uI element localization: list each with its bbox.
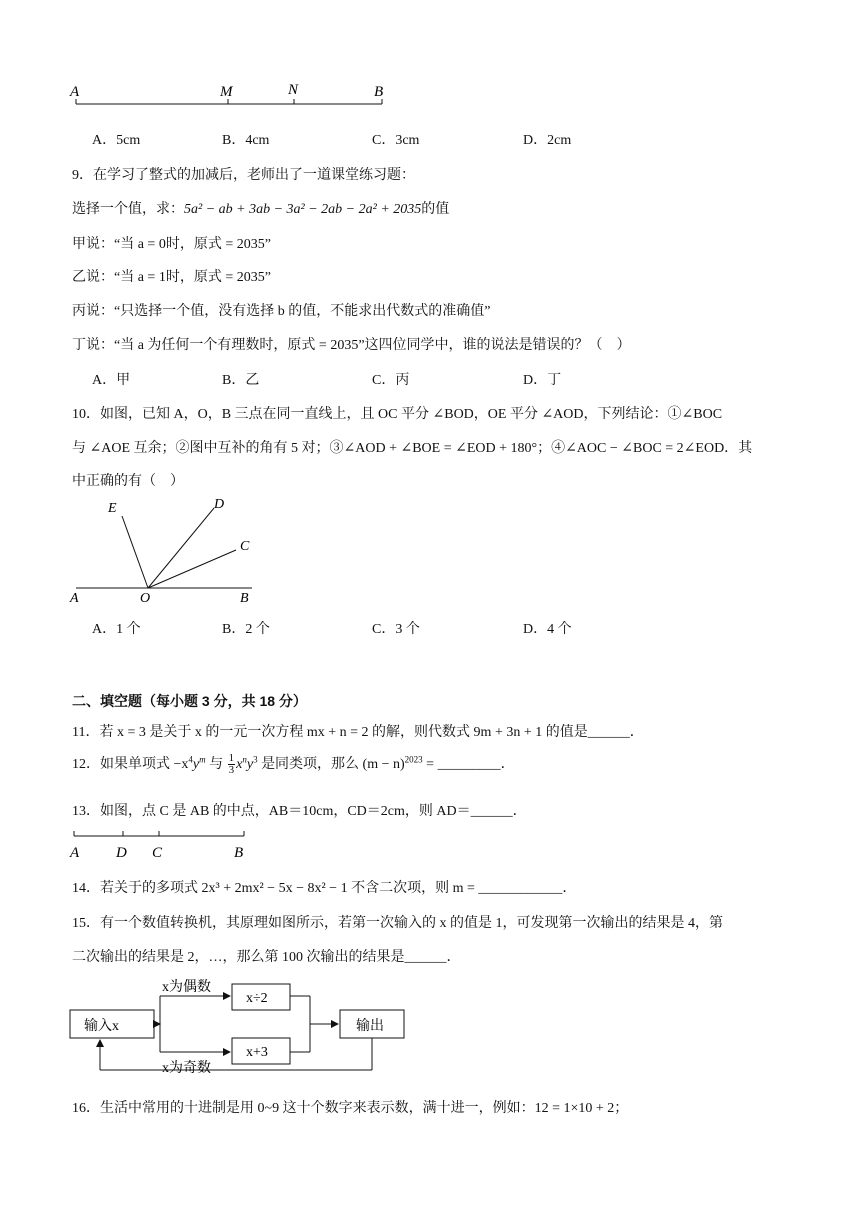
fig13-label-a: A [70,845,80,861]
fig8-label-a: A [70,84,80,100]
q10-option-b: B．2 个 [222,622,270,637]
q9-option-d: D．丁 [523,373,562,388]
q16: 16．生活中常用的十进制是用 0~9 这十个数字来表示数，满十进一，例如：12 = 1×10 + 2； [72,1101,629,1116]
q10-option-a: A．1 个 [92,622,141,637]
q11: 11．若 x = 3 是关于 x 的一元一次方程 mx + n = 2 的解，则代数式 9m + 3n + 1 的值是______． [72,725,644,740]
q12-exp2: m [199,754,206,765]
flow-output-label: 输出 [356,1019,384,1034]
fig10-label-o: O [140,591,151,606]
q9-task-suffix: 的值 [421,202,450,217]
q9-jia: 甲说：“当 a = 0时，原式 = 2035” [72,237,271,252]
q9-task-expr: 5a² − ab + 3ab − 3a² − 2ab − 2a² + 2035 [184,202,422,217]
q9-option-b: B．乙 [222,373,260,388]
q9-option-a: A．甲 [92,373,131,388]
flow-add-label: x+3 [246,1045,268,1060]
section2-heading: 二、填空题（每小题 3 分，共 18 分） [72,693,307,709]
q12-frac-num: 1 [228,752,235,765]
flow-odd-label: x为奇数 [162,1061,211,1076]
q10-line1: 10．如图，已知 A，O，B 三点在同一直线上，且 OC 平分 ∠BOD，OE 平分 ∠AOD，下列结论：①∠BOC [72,407,723,422]
q12-mid2: 是同类项，那么 (m − n) [257,757,405,772]
q8-option-d: D．2cm [523,133,572,148]
q12-exp5: 2023 [404,754,423,765]
fig10-label-c: C [240,539,250,554]
q12-exp1: 4 [188,754,193,765]
flow-div-label: x÷2 [246,991,268,1006]
q12 [72,753,515,776]
q8-option-c: C．3cm [372,133,420,148]
q10-option-d: D．4 个 [523,622,572,637]
q12-prefix: 12．如果单项式 −x [72,757,189,772]
q9-bing: 丙说：“只选择一个值，没有选择 b 的值，不能求出代数式的准确值” [72,304,491,319]
q12-x2: x [236,757,243,772]
q8-option-a: A．5cm [92,133,141,148]
q12-mid: 与 [205,757,227,772]
q9-ding: 丁说：“当 a 为任何一个有理数时，原式 = 2035”这四位同学中，谁的说法是错误的？（ ） [72,338,631,353]
fig10-label-a: A [70,591,79,606]
fig13-label-b: B [234,845,244,861]
q15-line1: 15．有一个数值转换机，其原理如图所示，若第一次输入的 x 的值是 1，可发现第一次输出的结果是 4，第 [72,916,723,931]
q13: 13．如图，点 C 是 AB 的中点，AB＝10cm，CD＝2cm，则 AD＝______． [72,804,527,819]
q10-line3: 中正确的有（ ） [72,474,184,489]
q15-flowchart [64,978,424,1078]
fig13-label-c: C [152,845,163,861]
fig8-label-b: B [374,84,384,100]
q12-y2: y [246,757,254,772]
q9-task [72,198,449,218]
flow-input-label: 输入x [84,1019,119,1034]
q9-option-c: C．丙 [372,373,410,388]
fig13-label-d: D [116,845,127,861]
q12-frac-den: 3 [228,764,235,777]
q12-exp4: 3 [253,754,258,765]
fig10-label-d: D [214,497,225,512]
q12-suffix: = _________． [422,757,515,772]
fig10-label-e: E [108,501,117,516]
q10-angle-figure [64,494,264,606]
fig8-label-m: M [220,84,233,100]
q12-exp3: n [242,754,247,765]
flow-even-label: x为偶数 [162,980,211,995]
q9-yi: 乙说：“当 a = 1时，原式 = 2035” [72,270,271,285]
q12-fraction [228,753,236,776]
q15-line2: 二次输出的结果是 2，…，那么第 100 次输出的结果是______． [72,950,461,965]
q12-y1: y [192,757,200,772]
fig8-label-n: N [288,82,299,98]
q10-line2: 与 ∠AOE 互余；②图中互补的角有 5 对；③∠AOD + ∠BOE = ∠EOD + 180°；④∠AOC − ∠BOC = 2∠EOD．其 [72,441,753,456]
q10-option-c: C．3 个 [372,622,420,637]
q9-task-prefix: 选择一个值，求： [72,202,184,217]
q9-stem: 9．在学习了整式的加减后，老师出了一道课堂练习题： [72,168,415,183]
q14: 14．若关于的多项式 2x³ + 2mx² − 5x − 8x² − 1 不含二次项，则 m = ____________． [72,881,577,896]
fig10-label-b: B [240,591,249,606]
q8-segment-figure [60,82,400,112]
q13-segment-figure [64,826,264,862]
q8-option-b: B．4cm [222,133,270,148]
